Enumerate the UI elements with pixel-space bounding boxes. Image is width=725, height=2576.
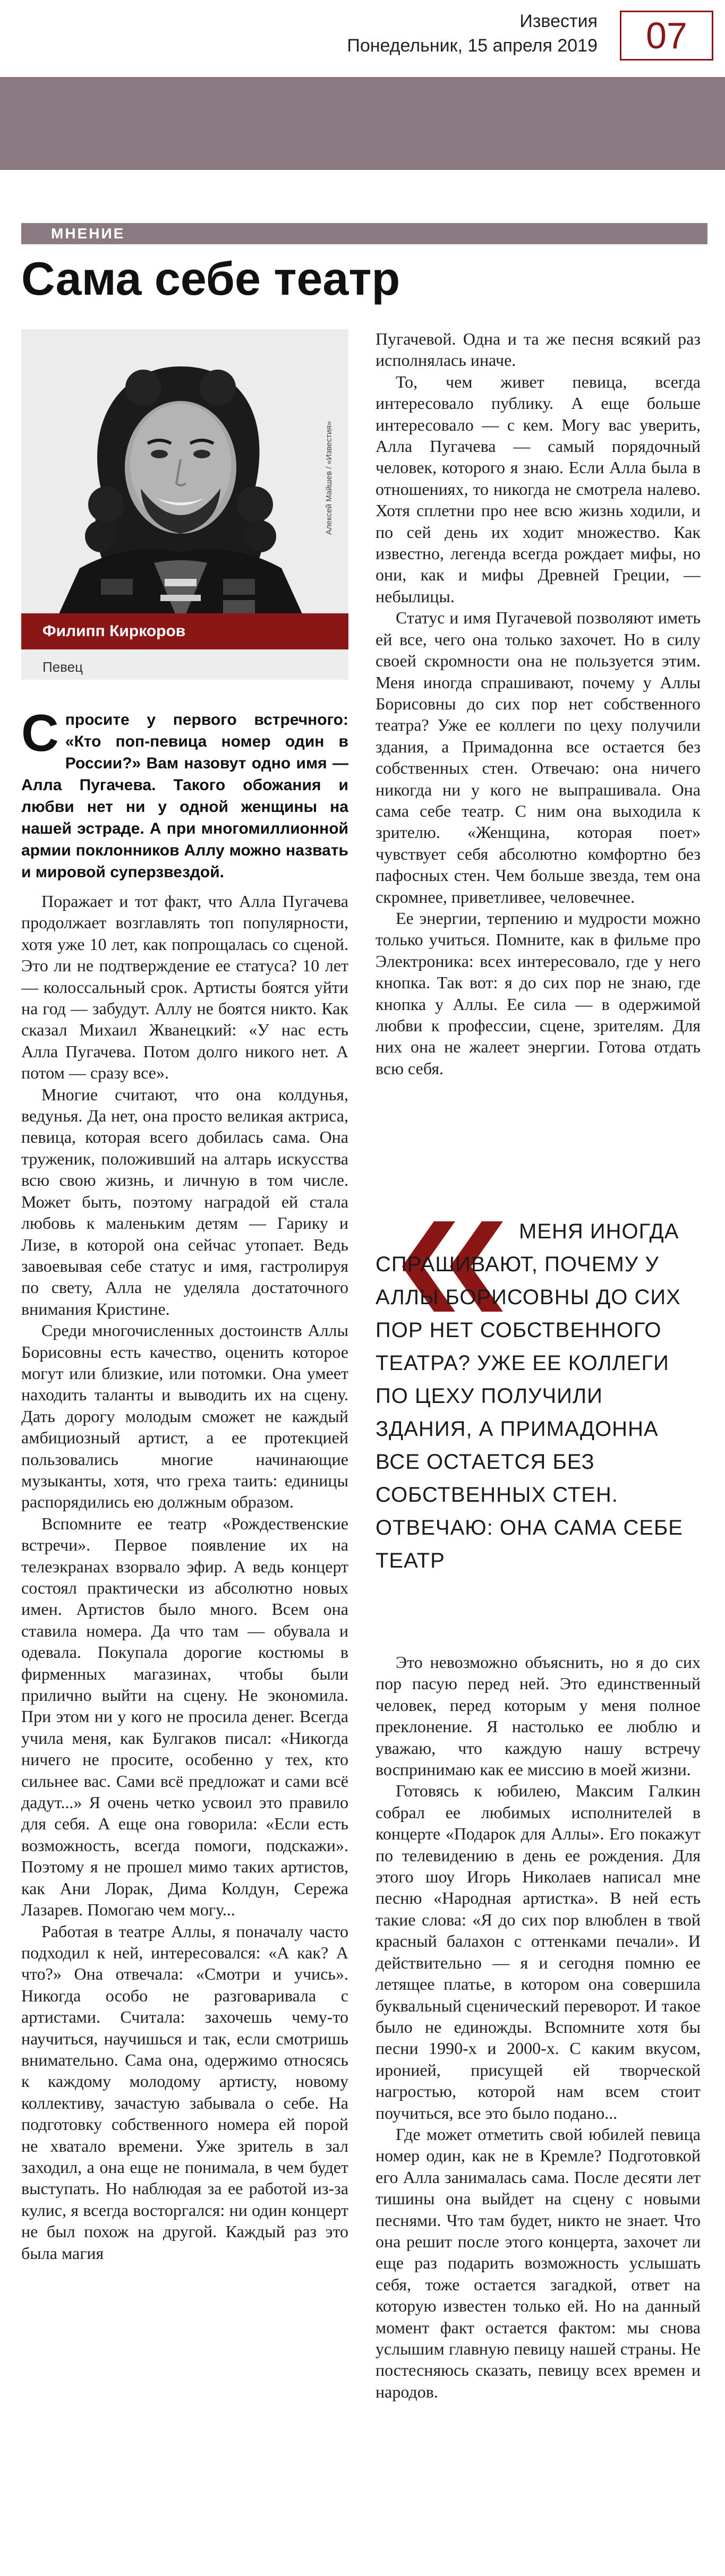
author-photo	[21, 329, 348, 627]
masthead	[0, 0, 725, 74]
paragraph: Где может отметить свой юбилей певица номер один, как не в Кремле? Подготовкой его Алла занималась сама. После десяти лет тишины она выйдет на сцену с новыми песнями. Что там будет, никто не знает. Что она решит после этого концерта, захочет ли еще раз подарить возможность услышать себя, тоже остается загадкой, ответ на которую известен только ей. Но на данный момент факт остается фактом: мы снова услышим главную певицу нашей страны. Не постесняюсь сказать, певицу всех времен и народов.	[376, 2124, 701, 2401]
issue-date: Понедельник, 15 апреля 2019	[347, 36, 598, 56]
paragraph: Многие считают, что она колдунья, ведунья. Да нет, она просто великая актриса, певица, которая всего добилась сама. Она труженик, положивший на алтарь искусства всю свою жизнь, и личную в том числе. Может быть, поэтому наградой ей стала любовь к маленьким детям — Гарику и Лизе, в которой она сейчас утопает. Ведь завоевывая себе статус и имя, гастролируя по свету, Алла не уделяла достаточного внимания Кристине.	[21, 1084, 348, 1319]
header-band	[0, 77, 725, 170]
rubric-label: МНЕНИЕ	[51, 225, 125, 242]
page-number: 07	[620, 11, 713, 61]
paragraph: Ее энергии, терпению и мудрости можно только учиться. Помните, как в фильме про Электроника: всех интересовало, где у него кнопка. Так вот: я до сих пор не знаю, где кнопка у Аллы. Ее сила — в одержимой любви к профессии, сцене, зрителям. Для них она не жалеет энергии. Готова отдать всю себя.	[376, 908, 701, 1078]
rubric-bar	[21, 223, 707, 244]
paragraph: То, чем живет певица, всегда интересовало публику. А еще больше интересовало — с кем. Могу вас уверить, Алла Пугачева — самый порядочный человек, которого я знаю. Если Алла была в отношениях, то никогда не смотрела налево. Хотя сплетни про нее всю жизнь ходили, и по сей день их ходит множество. Как известно, легенда всегда рождает мифы, но они, как и мифы Древней Греции, — небылицы.	[376, 372, 701, 606]
paragraph: Это невозможно объяснить, но я до сих пор пасую перед ней. Это единственный человек, перед которым у меня полное преклонение. Я настолько ее люблю и уважаю, что каждую нашу встречу воспринимаю как ее миссию в моей жизни.	[376, 1653, 701, 1779]
article-lead	[21, 709, 348, 883]
article-column-2	[376, 328, 701, 1178]
author-name: Филипп Киркоров	[42, 622, 186, 640]
paragraph: Среди многочисленных достоинств Аллы Борисовны есть качество, оценить которое могут или близкие, или потомки. Она умеет находить таланты и выводить их на сцену. Дать дорогу молодым сможет не каждый амбициозный артист, а ее протекцией пользовались многие начинающие музыканты, хотя, что греха таить: единицы распорядились ею должным образом.	[21, 1321, 348, 1512]
paragraph: Статус и имя Пугачевой позволяют иметь ей все, чего она только захочет. Но в силу своей скромности она не пользуется этим. Меня иногда спрашивают, почему у Аллы Борисовны до сих пор нет собственного театра? Уже ее коллеги по цеху получили здания, а Примадонна все остается без собственных стен. Отвечаю: она ничего никогда ни у кого не выпрашивала. Она сама себе театр. С ним она выходила к зрителю. «Женщина, которая поет» чувствует себя абсолютно комфортно без пафосных стен. Чем больше звезда, тем она скромнее, приветливее, человечнее.	[376, 608, 701, 906]
author-role: Певец	[42, 659, 83, 675]
newspaper-name: Известия	[519, 11, 598, 31]
paragraph: Вспомните ее театр «Рождественские встречи». Первое появление их на телеэкранах взорвало эфир. А ведь концерт состоял практически из абсолютно новых имен. Артистов было много. Всем она ставила номера. Да что там — обувала и одевала. Покупала дорогие костюмы в фирменных магазинах, чтобы были прилично выйти на сцену. Не экономила. При этом ни у кого не просила денег. Всегда учила меня, как Булгаков писал: «Никогда ничего не просите, особенно у тех, кто сильнее вас. Сами всё предложат и сами всё дадут...» Я очень четко усвоил это правило для себя. А еще она говорила: «Если есть возможность, всегда помоги, подскажи». Поэтому я не прошел мимо таких артистов, как Ани Лорак, Дима Колдун, Сережа Лазарев. Помогаю чем могу...	[21, 1513, 348, 1920]
paragraph: Поражает и тот факт, что Алла Пугачева продолжает возглавлять топ популярности, хотя уже 10 лет, как попрощалась со сценой. Это ли не подтверждение ее статуса? 10 лет — колоссальный срок. Артисты боятся уйти на год — забудут. Аллу не боятся никто. Как сказал Михаил Жванецкий: «У нас есть Алла Пугачева. Потом долго никого нет. А потом — сразу все».	[21, 892, 348, 1083]
lead-text: просите у первого встречного: «Кто поп-певица номер один в России?» Вам назовут одно имя — Алла Пугачева. Такого обожания и любви нет ни у одной женщины на нашей эстраде. А при многомиллионной армии поклонников Аллу можно назвать и мировой суперзвездой.	[21, 711, 348, 881]
paragraph: Пугачевой. Одна и та же песня всякий раз исполнялась иначе.	[376, 329, 701, 370]
paragraph: Работая в театре Аллы, я поначалу часто подходил к ней, интересовался: «А как? А что?» Она отвечала: «Смотри и учись». Никогда особо не разговаривала с артистами. Считала: захочешь чему-то научиться, научишься и так, если смотришь внимательно. Сама она, одержимо относясь к каждому молодому артисту, новому коллективу, зачастую забывала о себе. На подготовку собственного номера ей порой не хватало времени. Уже зритель в зал заходил, а она еще не понимала, в чем будет выступать. Но наблюдая за ее работой из-за кулис, я всегда восторгался: ни один концерт не был похож на другой. Каждый раз это была магия	[21, 1921, 348, 2263]
author-caption-bar	[21, 613, 348, 649]
author-portrait-block	[21, 329, 348, 680]
drop-cap: С	[21, 709, 59, 762]
photo-credit: Алексей Майшев / «Известия»	[325, 421, 334, 535]
pull-quote	[376, 1211, 710, 1614]
pull-quote-text: МЕНЯ ИНОГДА СПРАШИВАЮТ, ПОЧЕМУ У АЛЛЫ БОРИСОВНЫ ДО СИХ ПОР НЕТ СОБСТВЕННОГО ТЕАТРА? УЖЕ ЕЕ КОЛЛЕГИ ПО ЦЕХУ ПОЛУЧИЛИ ЗДАНИЯ, А ПРИМАДОННА ВСЕ ОСТАЕТСЯ БЕЗ СОБСТВЕННЫХ СТЕН. ОТВЕЧАЮ: ОНА САМА СЕБЕ ТЕАТР	[376, 1220, 683, 1572]
article-column-1	[21, 709, 348, 2562]
article-column-3	[376, 1651, 701, 2560]
paragraph: Готовясь к юбилею, Максим Галкин собрал ее любимых исполнителей в концерте «Подарок для Аллы». Его покажут по телевидению в день ее рождения. Для этого шоу Игорь Николаев написал мне песню «Народная артистка». В ней есть такие слова: «Я до сих пор влюблен в твой красный балахон с оттенками печали». И действительно — я и сегодня помню ее летящее платье, в котором она совершила буквальный сценический переворот. И такое было не единожды. Вспомните хотя бы песни 1990-х и 2000-х. С каким вкусом, иронией, присущей ей творческой нагростью, которой нам всем стоит поучиться, все это было подано...	[376, 1781, 701, 2123]
article-headline: Сама себе театр	[21, 252, 400, 305]
